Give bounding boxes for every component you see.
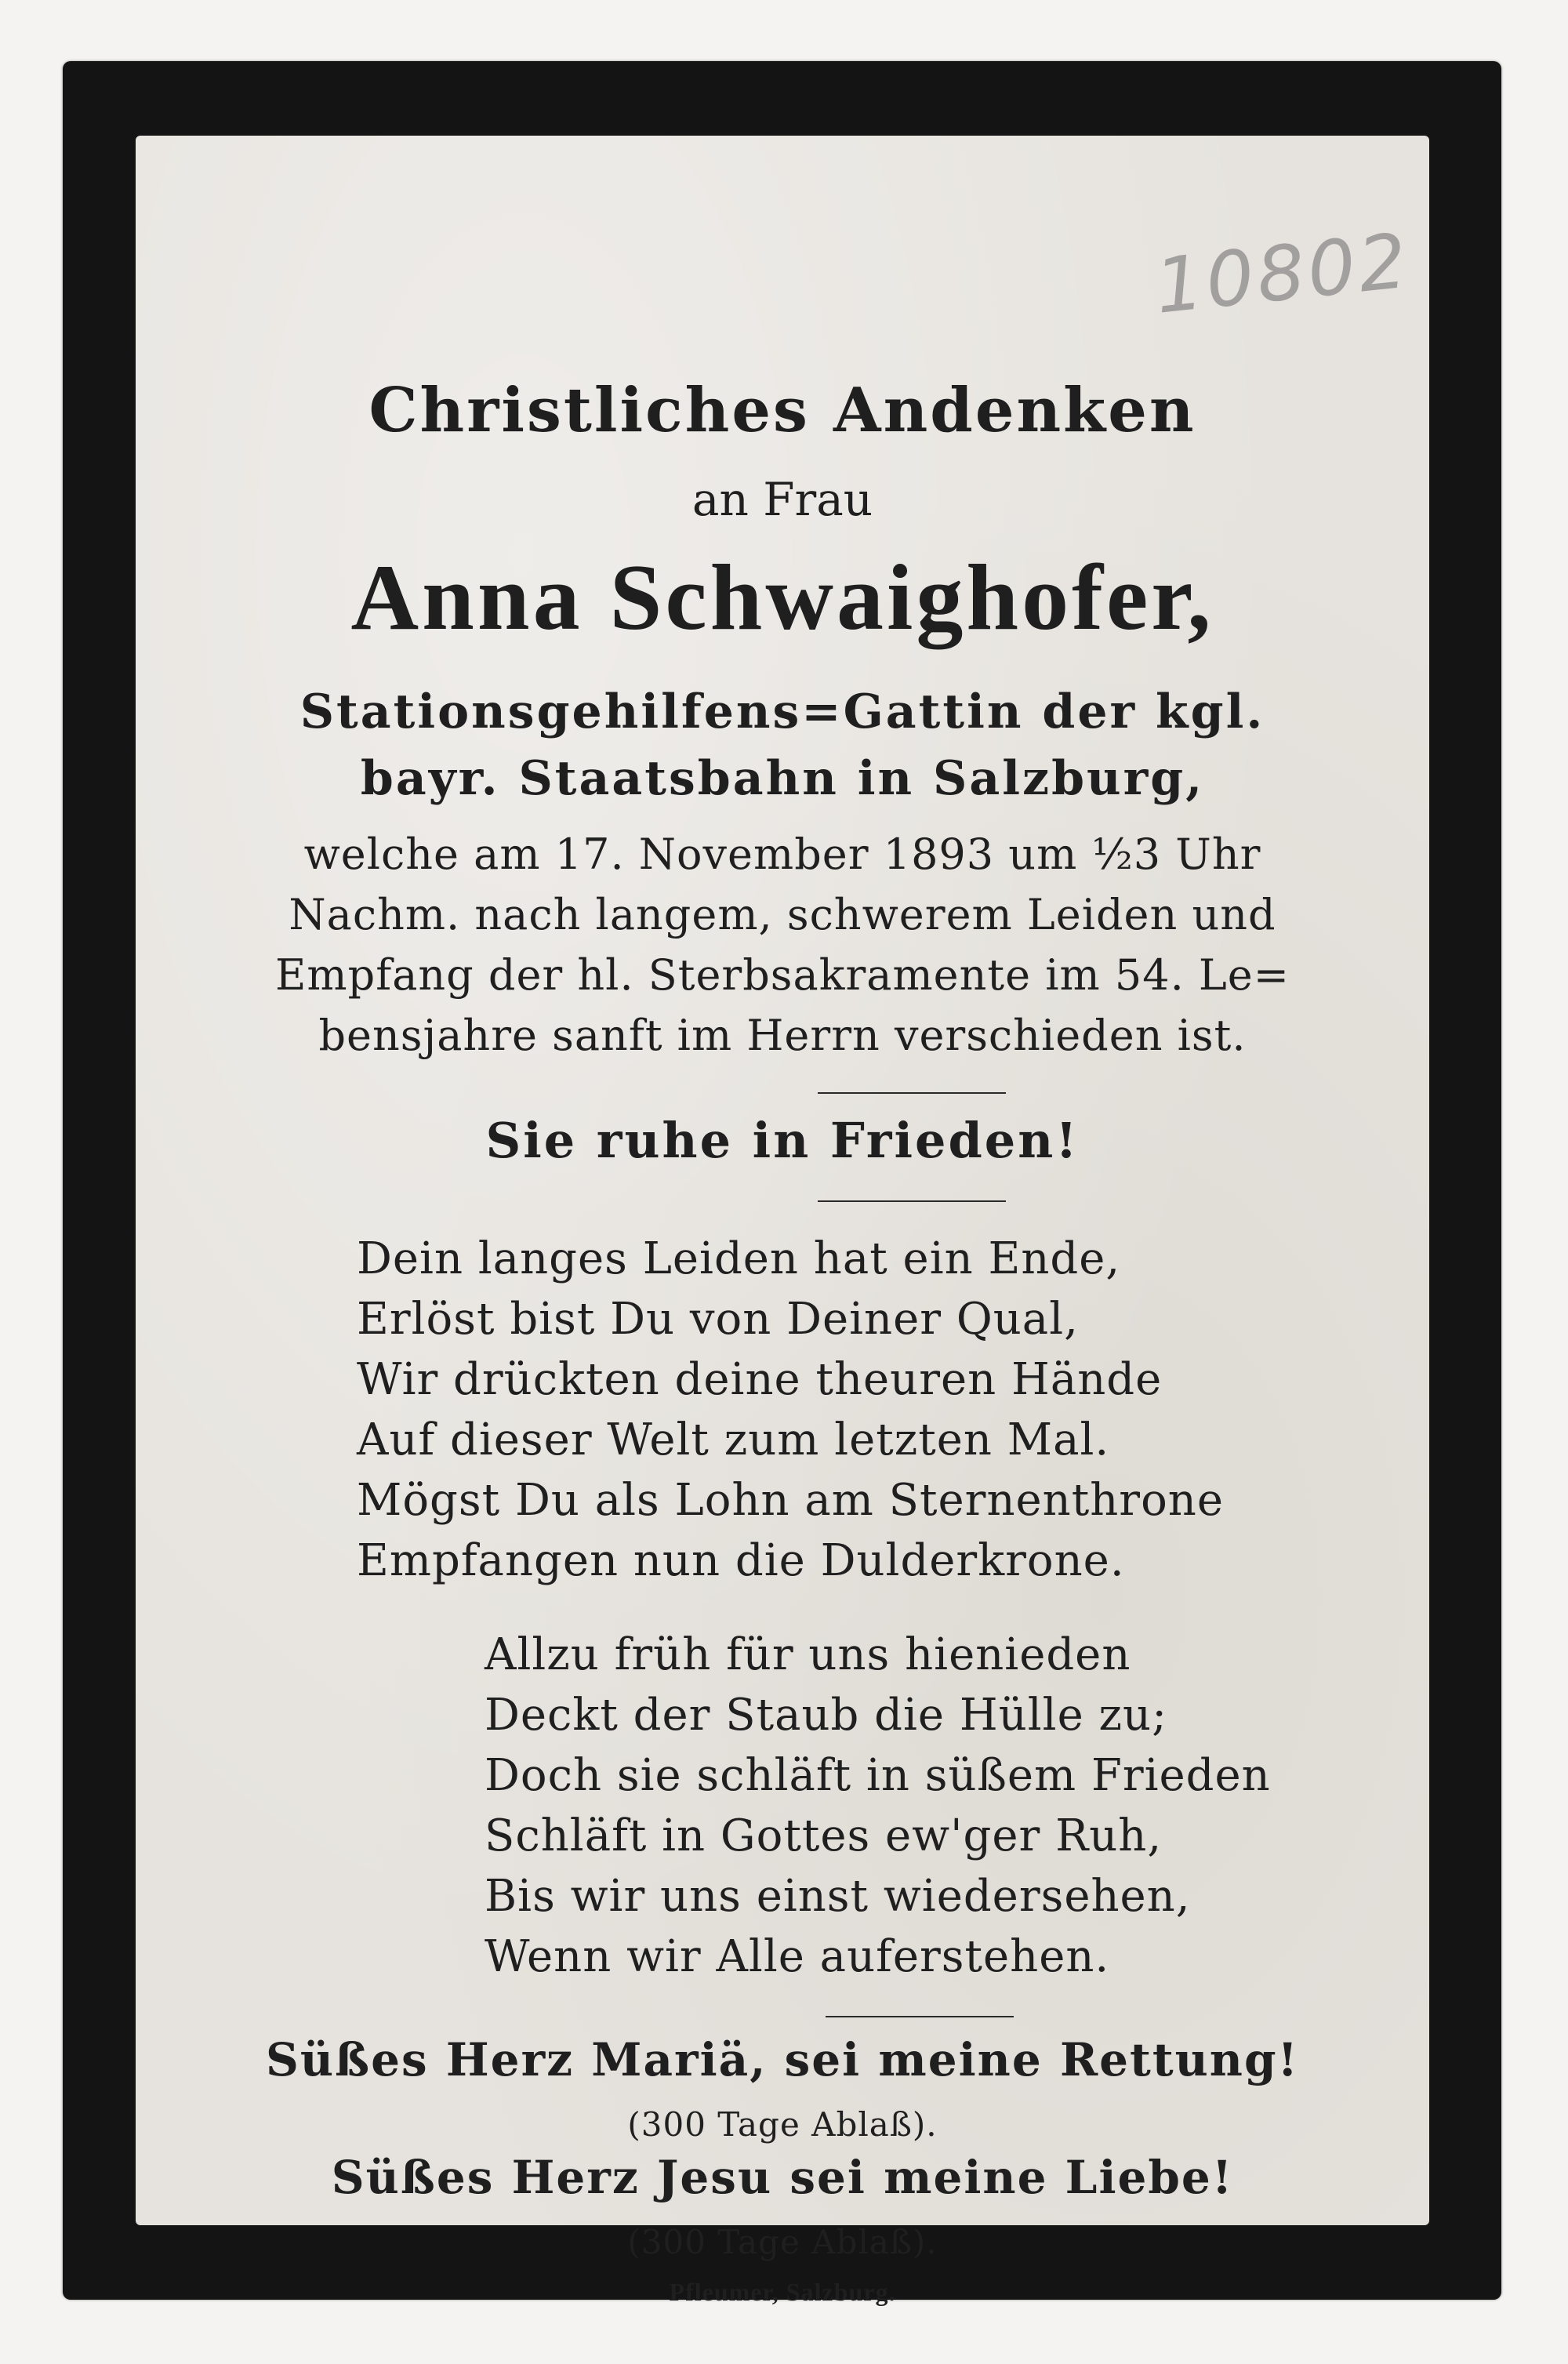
rest-in-peace-line: Sie ruhe in Frieden! [485,1112,1080,1169]
body-line: bensjahre sanft im Herrn verschieden ist. [318,1011,1247,1060]
indulgence-note: (300 Tage Ablaß). [627,2223,938,2261]
verse-line: Erlöst bist Du von Deiner Qual, [357,1294,1079,1345]
verse-line: Schläft in Gottes ew'ger Ruh, [485,1810,1163,1861]
verse-line: Wenn wir Alle auferstehen. [485,1931,1110,1982]
body-line: welche am 17. November 1893 um ½3 Uhr [303,830,1261,879]
card-heading: Christliches Andenken [368,375,1196,446]
title-line: bayr. Staatsbahn in Salzburg, [360,751,1205,806]
title-line: Stationsgehilfens=Gattin der kgl. [299,685,1265,739]
deceased-name: Anna Schwaighofer, [350,545,1214,649]
verse-line: Deckt der Staub die Hülle zu; [485,1690,1167,1741]
verse-line: Empfangen nun die Dulderkrone. [357,1535,1125,1586]
verse-line: Bis wir uns einst wiedersehen, [485,1871,1191,1922]
archive-number: 10802 [1151,216,1414,331]
body-line: Empfang der hl. Sterbsakramente im 54. Le= [275,950,1290,1000]
indulgence-note: (300 Tage Ablaß). [627,2105,938,2144]
divider [818,1200,1006,1202]
verse-line: Doch sie schläft in süßem Frieden [485,1750,1271,1801]
divider [818,1092,1006,1094]
verse-line: Wir drückten deine theuren Hände [357,1354,1163,1405]
prayer-line: Süßes Herz Mariä, sei meine Rettung! [266,2033,1299,2086]
memorial-card [63,61,1501,2306]
divider [826,2016,1014,2017]
body-line: Nachm. nach langem, schwerem Leiden und [289,890,1276,939]
verse-line: Auf dieser Welt zum letzten Mal. [357,1414,1110,1465]
printer-imprint: Pfleumer, Salzburg. [669,2278,896,2306]
name-prefix: an Frau [691,473,873,526]
prayer-line: Süßes Herz Jesu sei meine Liebe! [331,2151,1234,2204]
card-panel [136,136,1429,2306]
verse-line: Mögst Du als Lohn am Sternenthrone [357,1475,1224,1526]
verse-line: Dein langes Leiden hat ein Ende, [357,1233,1121,1284]
verse-line: Allzu früh für uns hienieden [485,1629,1131,1680]
